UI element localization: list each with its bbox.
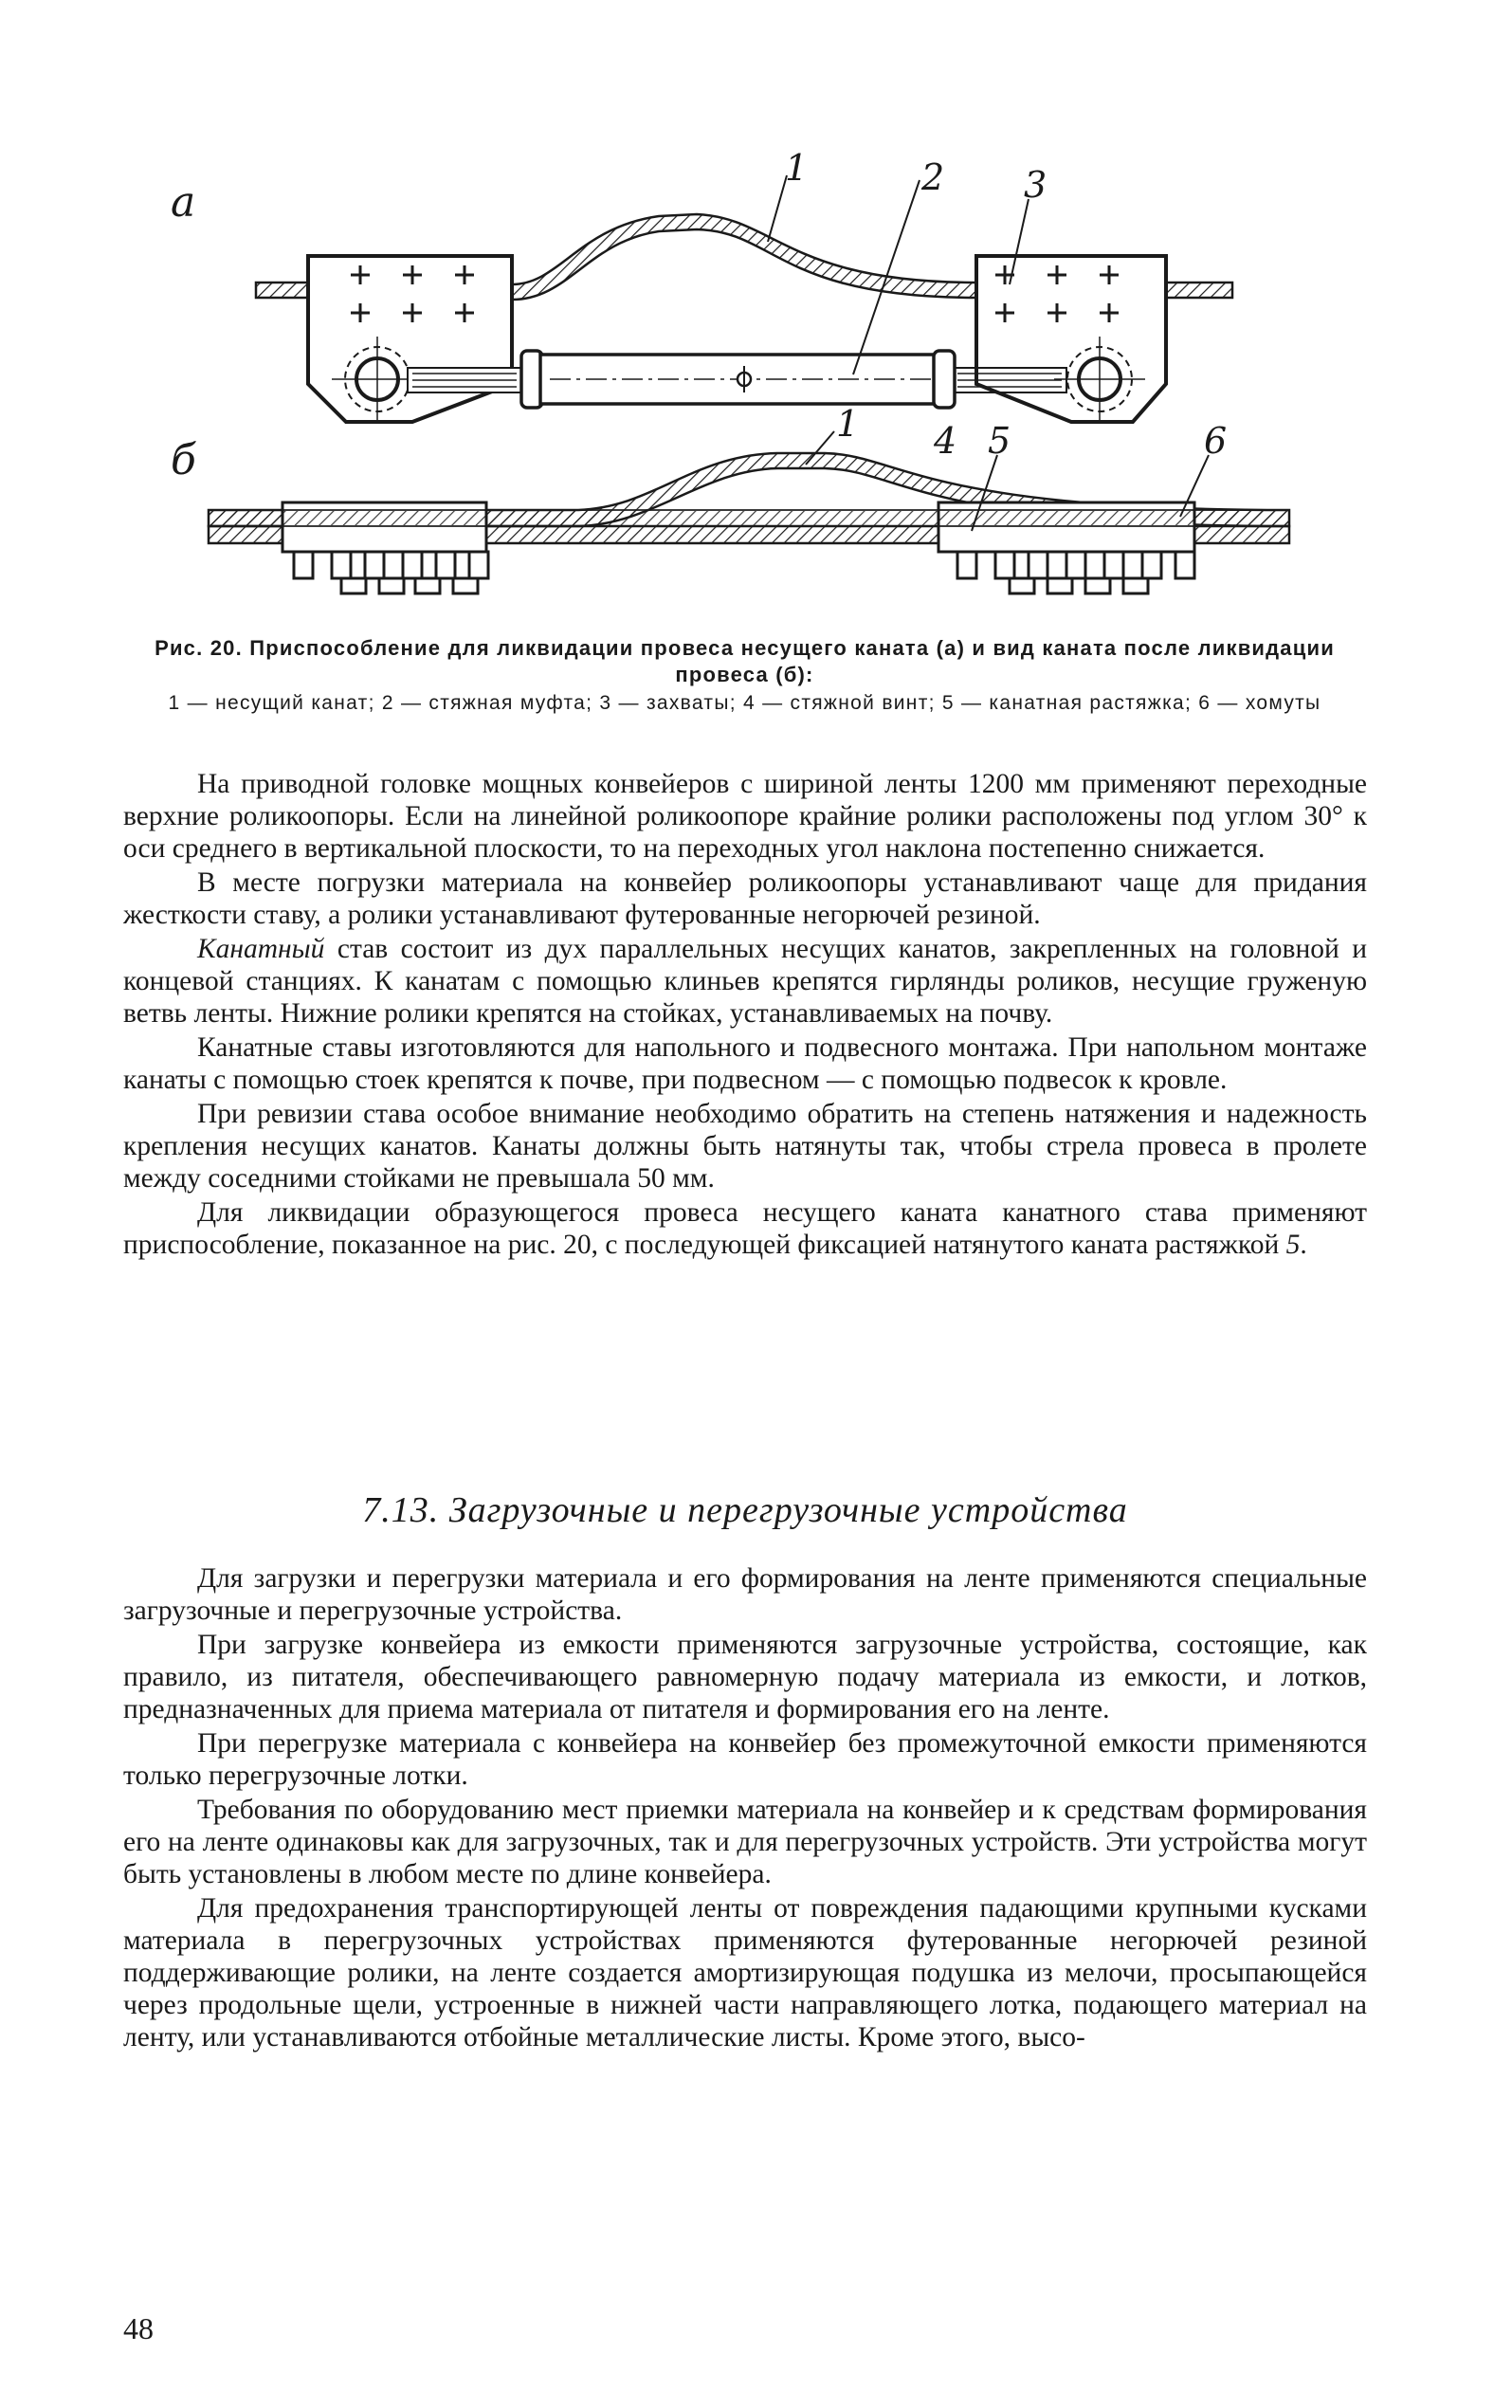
caption-legend: 1 — несущий канат; 2 — стяжная муфта; 3 — захваты; 4 — стяжной винт; 5 — канатная растяжка; 6 — хомуты — [168, 692, 1321, 714]
paragraph: При загрузке конвейера из емкости применяются загрузочные устройства, состоящие, как правило, из питателя, обеспечивающего равномерную подачу материала из емкости, и лотков, предназначенных для приема материала от питателя и формирования его на ленте. — [123, 1630, 1367, 1724]
paragraph: Для ликвидации образующегося провеса несущего каната канатного става применяют приспособление, показанное на рис. 20, с последующей фиксацией натянутого каната растяжкой 5. — [123, 1197, 1367, 1260]
label-1-b: 1 — [836, 403, 860, 445]
body-text-section-2 — [123, 1562, 1367, 2053]
paragraph: В месте погрузки материала на конвейер роликоопоры устанавливают чаще для придания жесткости ставу, а ролики устанавливают футерованные негорючей резиной. — [123, 867, 1367, 930]
paragraph: При перегрузке материала с конвейера на конвейер без промежуточной емкости применяются только перегрузочные лотки. — [123, 1728, 1367, 1791]
paragraph: При ревизии става особое внимание необходимо обратить на степень натяжения и надежность крепления несущих канатов. Канаты должны быть натянуты так, чтобы стрела провеса в пролете между соседними стойками не превышала 50 мм. — [123, 1099, 1367, 1194]
paragraph: Требования по оборудованию мест приемки материала на конвейер и к средствам формирования его на ленте одинаковы как для загрузочных, так и для перегрузочных устройств. Эти устройства могут быть установлены в любом месте по длине конвейера. — [123, 1795, 1367, 1889]
label-2: 2 — [921, 156, 945, 198]
paragraph: Для загрузки и перегрузки материала и его формирования на ленте применяются специальные загрузочные и перегрузочные устройства. — [123, 1563, 1367, 1626]
label-5: 5 — [988, 420, 1011, 462]
label-3: 3 — [1024, 164, 1047, 206]
figure-20 — [161, 152, 1327, 607]
caption-title: Рис. 20. Приспособление для ликвидации провеса несущего каната (а) и вид каната после ликвидации провеса (б): — [155, 636, 1335, 686]
paragraph-text: став состоит из дух параллельных несущих канатов, закрепленных на головной и концевой станциях. К канатам с помощью клиньев крепятся гирлянды роликов, несущие груженую ветвь ленты. Нижние ролики крепятся на стойках, устанавливаемых на почву. — [123, 934, 1367, 1029]
label-4: 4 — [934, 420, 957, 462]
paragraph: Для предохранения транспортирующей ленты от повреждения падающими крупными кусками материала в перегрузочных устройствах применяются футерованные негорючей резиной поддерживающие ролики, на ленте создается амортизирующая подушка из мелочи, просыпающейся через продольные щели, устроенные в нижней части направляющего лотка, подающего материал на ленту, или устанавливаются отбойные металлические листы. Кроме этого, высо- — [123, 1893, 1367, 2052]
paragraph: На приводной головке мощных конвейеров с шириной ленты 1200 мм применяют переходные верхние роликоопоры. Если на линейной роликоопоре крайние ролики расположены под углом 30° к оси среднего в вертикальной плоскости, то на переходных угол наклона постепенно снижается. — [123, 769, 1367, 864]
label-1-a: 1 — [785, 152, 809, 189]
page-number: 48 — [123, 2311, 154, 2345]
view-a-label: а — [171, 178, 196, 227]
figure-20-drawing — [161, 152, 1327, 607]
view-b-label: б — [171, 436, 196, 484]
paragraph: Канатные ставы изготовляются для напольного и подвесного монтажа. При напольном монтаже канаты с помощью стоек крепятся к почве, при подвесном — с помощью подвесок к кровле. — [123, 1032, 1367, 1095]
ref-number: 5 — [1285, 1230, 1301, 1260]
figure-caption — [121, 635, 1368, 716]
label-6: 6 — [1204, 420, 1228, 462]
term-kanatny: Канатный — [197, 934, 325, 964]
view-a-clamp-right — [976, 256, 1166, 422]
paragraph — [123, 933, 1367, 1030]
view-a-clamp-left — [308, 256, 512, 422]
paragraph-text: Для ликвидации образующегося провеса несущего каната канатного става применяют приспособление, показанное на рис. 20, с последующей фиксацией натянутого каната растяжкой — [123, 1197, 1367, 1260]
body-text-section-1 — [123, 768, 1367, 1261]
section-heading: 7.13. Загрузочные и перегрузочные устройства — [362, 1490, 1128, 1530]
